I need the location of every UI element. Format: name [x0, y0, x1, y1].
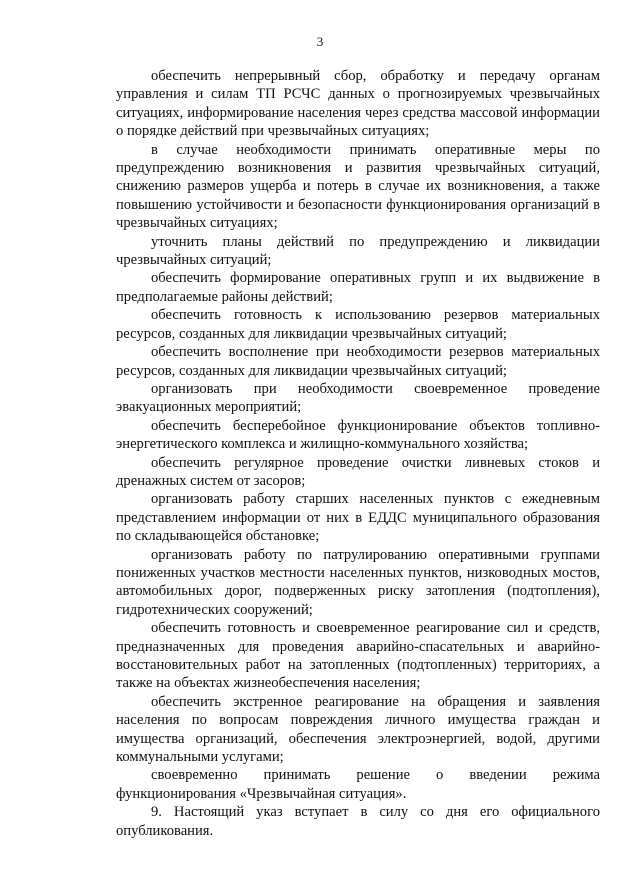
paragraph: обеспечить формирование оперативных групп и их выдвижение в предполагаемые районы действий;: [116, 270, 600, 305]
paragraph: своевременно принимать решение о введении режима функционирования «Чрезвычайная ситуация».: [116, 767, 600, 802]
paragraph: организовать работу по патрулированию оперативными группами пониженных участков местности населенных пунктов, низководных мостов, автомобильных дорог, подверженных риску затопления (подтопления), гидротехнических сооружений;: [116, 546, 600, 618]
paragraph: обеспечить бесперебойное функционирование объектов топливно-энергетического комплекса и жилищно-коммунального хозяйства;: [116, 417, 600, 453]
paragraph: обеспечить восполнение при необходимости резервов материальных ресурсов, созданных для ликвидации чрезвычайных ситуаций;: [116, 344, 600, 379]
paragraph: обеспечить готовность и своевременное реагирование сил и средств, предназначенных для проведения аварийно-спасательных и аварийно-восстановительных работ на затопленных (подтопленных) территориях, а также на объектах жизнеобеспечения населения;: [116, 620, 600, 692]
paragraph: обеспечить регулярное проведение очистки ливневых стоков и дренажных систем от засоров;: [116, 454, 600, 489]
paragraph: обеспечить экстренное реагирование на обращения и заявления населения по вопросам повреждения личного имущества граждан и имущества организаций, обеспечения электроэнергией, водой, другими коммунальными услугами;: [116, 693, 600, 766]
paragraph: обеспечить непрерывный сбор, обработку и передачу органам управления и силам ТП РСЧС данных о прогнозируемых чрезвычайных ситуациях, информирование населения через средства массовой информации о порядке действий при чрезвычайных ситуациях;: [116, 68, 600, 140]
page-number: 3: [316, 34, 324, 49]
paragraph: 9. Настоящий указ вступает в силу со дня его официального опубликования.: [116, 804, 600, 839]
document-body: [116, 67, 600, 840]
paragraph: обеспечить готовность к использованию резервов материальных ресурсов, созданных для ликвидации чрезвычайных ситуаций;: [116, 307, 600, 342]
paragraph: уточнить планы действий по предупреждению и ликвидации чрезвычайных ситуаций;: [116, 233, 600, 269]
paragraph: в случае необходимости принимать оперативные меры по предупреждению возникновения и развития чрезвычайных ситуаций, снижению размеров ущерба и потерь в случае их возникновения, а также повышению устойчивости и безопасности функционирования организаций в чрезвычайных ситуациях;: [116, 141, 600, 232]
paragraph: организовать работу старших населенных пунктов с ежедневным представлением информации от них в ЕДДС муниципального образования по складывающейся обстановке;: [116, 491, 600, 545]
paragraph: организовать при необходимости своевременное проведение эвакуационных мероприятий;: [116, 380, 600, 416]
